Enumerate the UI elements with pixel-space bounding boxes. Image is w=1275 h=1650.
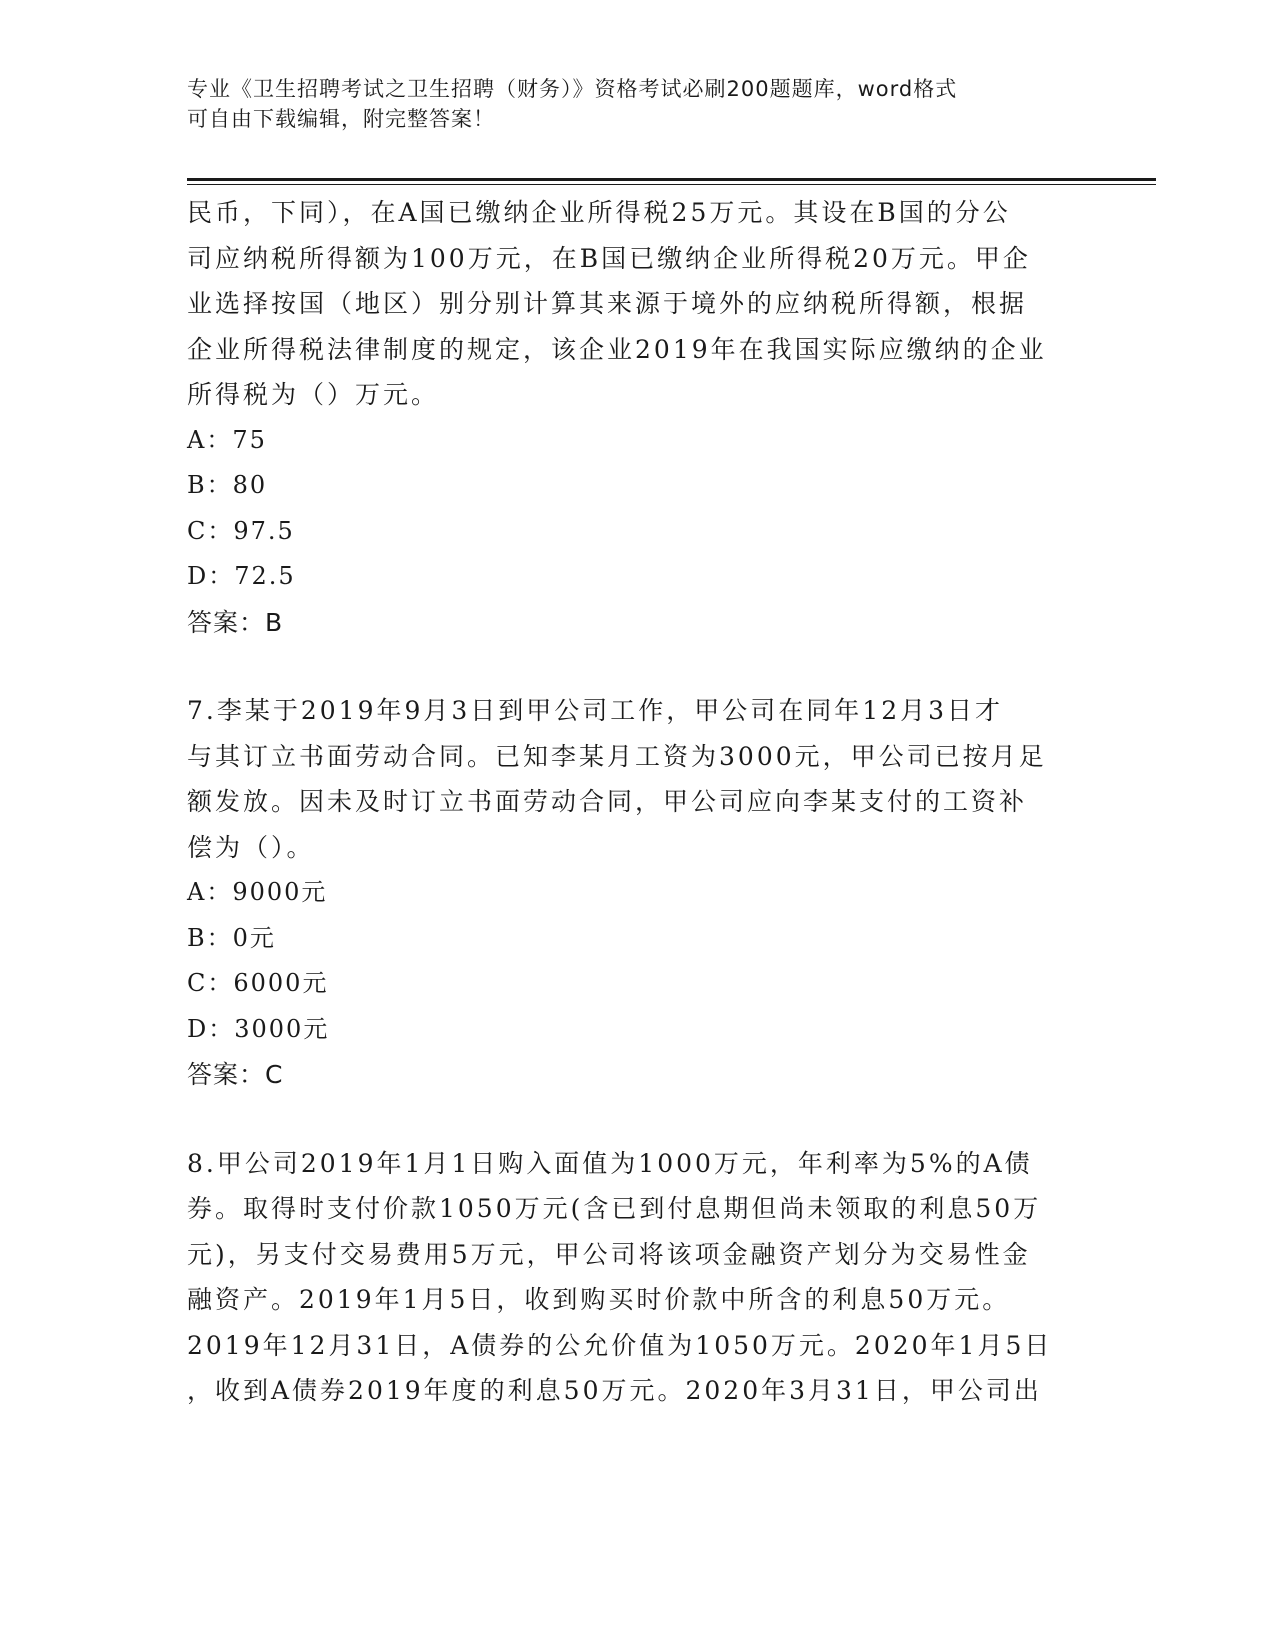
question-text-line: 7.李某于2019年9月3日到甲公司工作，甲公司在同年12月3日才 [187,696,1004,725]
option-a: A：9000元 [187,878,328,906]
header-line-1: 专业《卫生招聘考试之卫生招聘（财务）》资格考试必刷200题题库，word格式 [187,77,958,101]
document-body [187,190,1087,1414]
option-a: A：75 [187,425,267,454]
header-rule-thin [187,184,1156,185]
option-b: B：80 [187,471,268,499]
question-text-line: 券。取得时支付价款1050万元(含已到付息期但尚未领取的利息50万 [187,1194,1042,1223]
question-text-line: 业选择按国（地区）别分别计算其来源于境外的应纳税所得额，根据 [187,289,1028,318]
question-7 [187,688,1087,1098]
option-d: D：72.5 [187,562,296,590]
question-text-line: 2019年12月31日，A债券的公允价值为1050万元。2020年1月5日 [187,1330,1053,1360]
question-text-line: 所得税为（）万元。 [187,380,440,409]
option-c: C：6000元 [187,969,329,997]
question-8 [187,1141,1087,1414]
answer-line: 答案：C [187,1060,284,1089]
question-text-line: 额发放。因未及时订立书面劳动合同，甲公司应向李某支付的工资补 [187,787,1028,816]
question-6 [187,190,1087,645]
question-text-line: 民币，下同），在A国已缴纳企业所得税25万元。其设在B国的分公 [187,198,1011,227]
answer-line: 答案：B [187,607,284,637]
question-text-line: 8.甲公司2019年1月1日购入面值为1000万元，年利率为5%的A债 [187,1148,1033,1178]
option-b: B：0元 [187,923,276,952]
question-text-line: 企业所得税法律制度的规定，该企业2019年在我国实际应缴纳的企业 [187,334,1047,364]
question-text-line: ，收到A债券2019年度的利息50万元。2020年3月31日，甲公司出 [187,1376,1042,1405]
question-spacer [187,1098,1087,1141]
option-c: C：97.5 [187,516,295,545]
question-text-line: 偿为（）。 [187,832,315,862]
question-spacer [187,645,1087,688]
option-d: D：3000元 [187,1014,330,1043]
question-text-line: 元)，另支付交易费用5万元，甲公司将该项金融资产划分为交易性金 [187,1239,1031,1269]
header-rule-thick [187,178,1156,181]
question-text-line: 融资产。2019年1月5日，收到购买时价款中所含的利息50万元。 [187,1285,1011,1314]
question-text-line: 与其订立书面劳动合同。已知李某月工资为3000元，甲公司已按月足 [187,741,1047,771]
document-header [187,74,1067,134]
question-text-line: 司应纳税所得额为100万元，在B国已缴纳企业所得税20万元。甲企 [187,243,1031,273]
header-line-2: 可自由下载编辑，附完整答案！ [187,107,495,131]
